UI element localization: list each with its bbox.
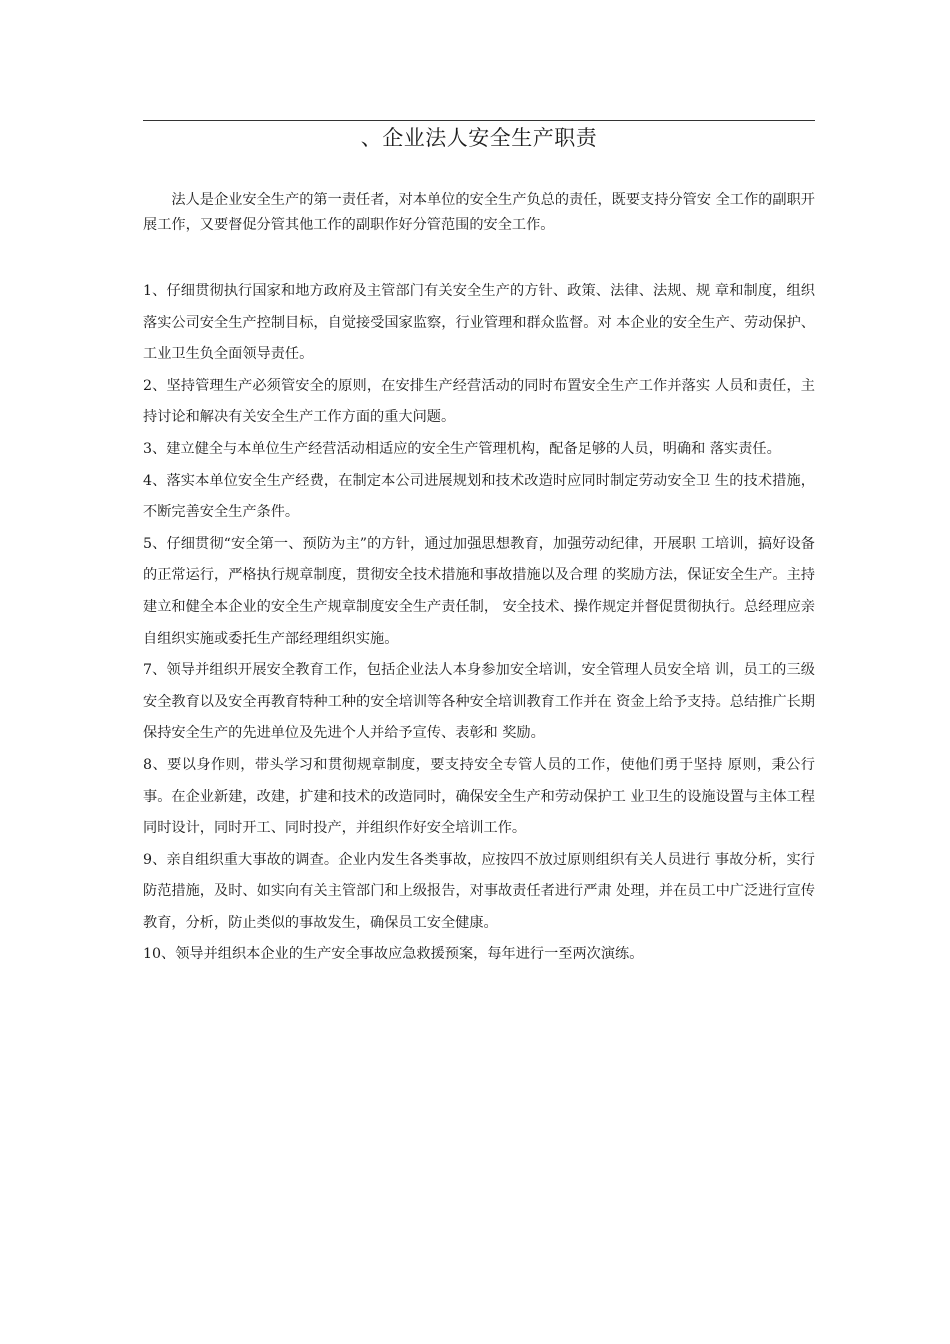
duty-item-5: 5、仔细贯彻“安全第一、预防为主”的方针，通过加强思想教育，加强劳动纪律，开展职 工培训，搞好设备的正常运行，严格执行规章制度，贯彻安全技术措施和事故措施以及合理 的奖励方法，保证安全生产。主持建立和健全本企业的安全生产规章制度安全生产责任制， 安全技术、操作规定并督促贯彻执行。总经理应亲自组织实施或委托生产部经理组织实施。 [143,535,815,647]
duty-item-2: 2、坚持管理生产必须管安全的原则，在安排生产经营活动的同时布置安全生产工作并落实 人员和责任，主持讨论和解决有关安全生产工作方面的重大问题。 [143,377,815,426]
duty-item-10: 10、领导并组织本企业的生产安全事故应急救援预案，每年进行一至两次演练。 [143,946,644,963]
duty-item-4: 4、落实本单位安全生产经费，在制定本公司进展规划和技术改造时应同时制定劳动安全卫 生的技术措施，不断完善安全生产条件。 [143,472,815,521]
duty-item-9: 9、亲自组织重大事故的调查。企业内发生各类事故，应按四不放过原则组织有关人员进行 事故分析，实行防范措施，及时、如实向有关主管部门和上级报告，对事故责任者进行严肃 处理，并在员工中广泛进行宣传教育，分析，防止类似的事故发生，确保员工安全健康。 [143,851,815,931]
header-rule [143,120,815,121]
duty-item-8: 8、要以身作则，带头学习和贯彻规章制度，要支持安全专管人员的工作，使他们勇于坚持 原则，秉公行事。在企业新建，改建，扩建和技术的改造同时，确保安全生产和劳动保护工 业卫生的设施设置与主体工程同时设计，同时开工、同时投产，并组织作好安全培训工作。 [143,756,815,837]
duties-list [143,276,815,971]
duty-item-1: 1、仔细贯彻执行国家和地方政府及主管部门有关安全生产的方针、政策、法律、法规、规 章和制度，组织落实公司安全生产控制目标，自觉接受国家监察，行业管理和群众监督。对 本企业的安全生产、劳动保护、工业卫生负全面领导责任。 [143,283,815,363]
intro-paragraph: 法人是企业安全生产的第一责任者，对本单位的安全生产负总的责任，既要支持分管安 全工作的副职开展工作，又要督促分管其他工作的副职作好分管范围的安全工作。 [143,192,815,233]
document-title: 、企业法人安全生产职责 [360,126,598,150]
duty-item-3: 3、建立健全与本单位生产经营活动相适应的安全生产管理机构，配备足够的人员，明确和 落实责任。 [143,440,781,457]
duty-item-7: 7、领导并组织开展安全教育工作，包括企业法人本身参加安全培训，安全管理人员安全培 训，员工的三级安全教育以及安全再教育特种工种的安全培训等各种安全培训教育工作并在 资金上给予支持。总结推广长期保持安全生产的先进单位及先进个人并给予宣传、表彰和 奖励。 [143,662,815,742]
